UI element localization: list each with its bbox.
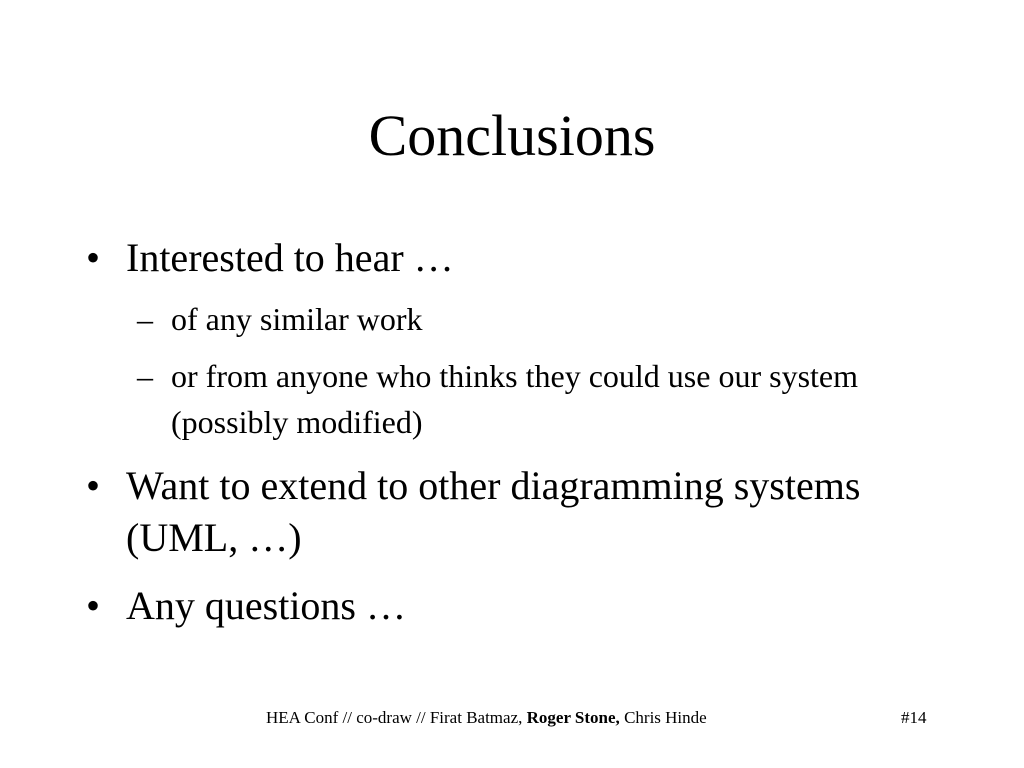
bullet-item [86,460,926,564]
sub-bullet-marker: – [137,301,153,337]
bullet-item [86,232,926,284]
bullet-text: Interested to hear … [126,235,454,280]
bullet-marker: • [86,235,101,280]
sub-bullet-marker: – [137,358,153,394]
bullet-marker: • [86,463,101,508]
slide-number: #14 [901,708,927,727]
footer-bold-author: Roger Stone, [526,708,620,727]
sub-bullet-text: or from anyone who thinks they could use our system (possibly modified) [171,358,858,440]
bullet-item [86,580,926,632]
sub-bullet-item [137,296,927,342]
slide-title: Conclusions [368,103,656,168]
bullet-text: Want to extend to other diagramming systems (UML, …) [126,463,861,560]
bullet-text: Any questions … [126,583,406,628]
bullet-marker: • [86,583,101,628]
sub-bullet-text: of any similar work [171,301,423,337]
sub-bullet-item [137,353,927,445]
footer-credits [266,707,707,729]
footer-suffix: Chris Hinde [619,708,707,727]
footer-prefix: HEA Conf // co-draw // Firat Batmaz, [266,708,527,727]
